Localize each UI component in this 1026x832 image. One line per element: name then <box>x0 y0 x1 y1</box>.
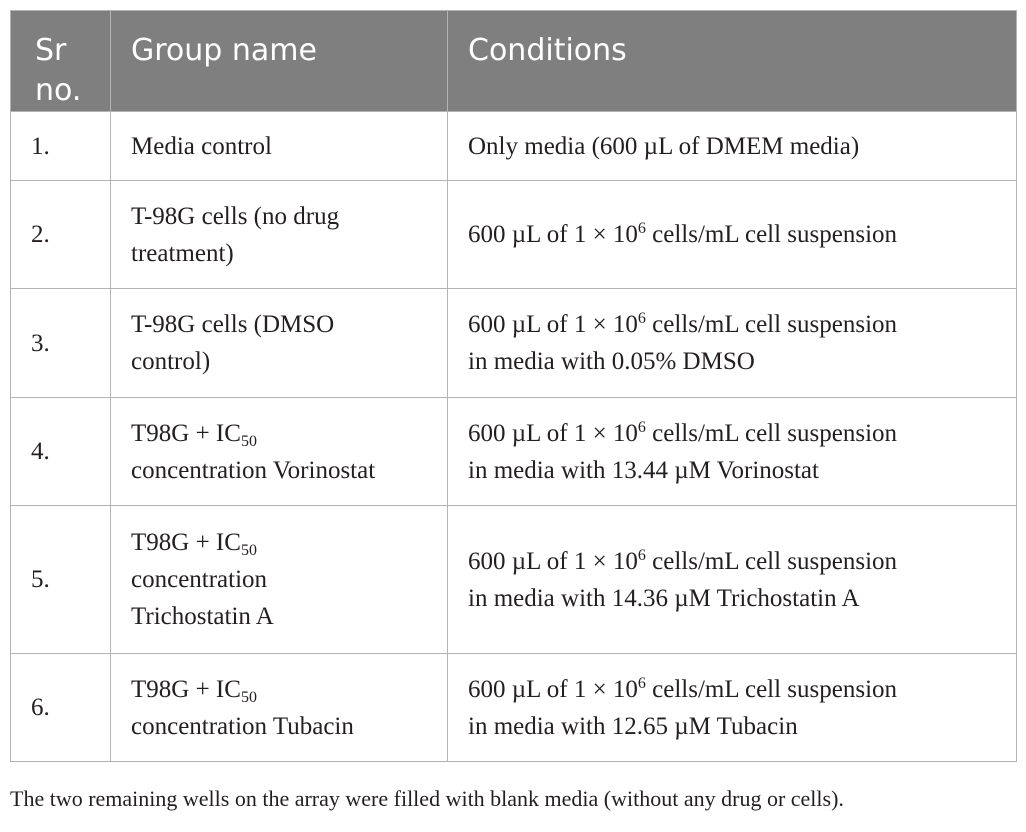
header-group-name: Group name <box>111 11 448 112</box>
table-row <box>11 506 1017 654</box>
conditions-text: 600 µL of 1 × 10 <box>468 419 638 447</box>
table-row <box>11 398 1017 506</box>
group-text: control) <box>131 348 211 375</box>
conditions-text: in media with 13.44 µM Vorinostat <box>468 456 819 484</box>
group-text: T98G + IC <box>131 529 241 556</box>
row-conditions <box>448 112 1017 181</box>
row-conditions <box>448 654 1017 762</box>
conditions-text: in media with 12.65 µM Tubacin <box>468 712 798 740</box>
row-sr-no: 3. <box>11 289 111 398</box>
row-sr-no: 5. <box>11 506 111 654</box>
row-group-name <box>111 506 448 654</box>
row-group-name <box>111 654 448 762</box>
subscript: 50 <box>240 688 257 706</box>
group-text: T-98G cells (no drug <box>131 202 340 230</box>
exponent: 6 <box>637 546 646 564</box>
conditions-text: cells/mL cell suspension <box>645 311 898 338</box>
header-conditions: Conditions <box>448 11 1017 112</box>
row-sr-no: 4. <box>11 398 111 506</box>
exponent: 6 <box>637 220 646 237</box>
conditions-text: cells/mL cell suspension <box>645 675 898 703</box>
row-sr-no: 1. <box>11 112 111 181</box>
group-text: Media control <box>131 132 272 160</box>
row-sr-no: 6. <box>11 654 111 762</box>
row-conditions <box>448 506 1017 654</box>
row-group-name <box>111 398 448 506</box>
conditions-text: cells/mL cell suspension <box>645 221 898 248</box>
row-conditions <box>448 398 1017 506</box>
conditions-text: Only media (600 µL of DMEM media) <box>468 132 860 160</box>
subscript: 50 <box>240 432 257 450</box>
group-text: concentration Tubacin <box>131 712 354 740</box>
conditions-text: 600 µL of 1 × 10 <box>468 547 638 575</box>
conditions-text: in media with 14.36 µM Trichostatin A <box>468 584 860 612</box>
conditions-table <box>10 10 1017 762</box>
table-header-row <box>11 11 1017 112</box>
exponent: 6 <box>637 674 646 692</box>
row-group-name <box>111 181 448 289</box>
conditions-text: cells/mL cell suspension <box>645 547 898 575</box>
row-group-name <box>111 289 448 398</box>
conditions-table-container <box>10 10 1016 762</box>
conditions-text: 600 µL of 1 × 10 <box>468 311 638 338</box>
table-row <box>11 112 1017 181</box>
row-sr-no: 2. <box>11 181 111 289</box>
conditions-text: 600 µL of 1 × 10 <box>468 221 638 248</box>
table-footnote: The two remaining wells on the array were filled with blank media (without any drug or cells). <box>10 786 844 811</box>
exponent: 6 <box>637 310 646 327</box>
group-text: concentration Vorinostat <box>131 456 376 484</box>
conditions-text: in media with 0.05% DMSO <box>468 348 755 375</box>
header-sr-no: Sr no. <box>11 11 111 112</box>
table-row <box>11 181 1017 289</box>
exponent: 6 <box>637 418 646 436</box>
group-text: T98G + IC <box>131 675 241 703</box>
group-text: treatment) <box>131 239 234 267</box>
group-text: Trichostatin A <box>131 603 274 630</box>
conditions-text: cells/mL cell suspension <box>645 419 898 447</box>
table-row <box>11 289 1017 398</box>
row-group-name <box>111 112 448 181</box>
subscript: 50 <box>240 542 257 559</box>
row-conditions <box>448 289 1017 398</box>
conditions-text: 600 µL of 1 × 10 <box>468 675 638 703</box>
group-text: T98G + IC <box>131 419 241 447</box>
table-row <box>11 654 1017 762</box>
row-conditions <box>448 181 1017 289</box>
group-text: concentration <box>131 566 268 593</box>
group-text: T-98G cells (DMSO <box>131 311 335 338</box>
